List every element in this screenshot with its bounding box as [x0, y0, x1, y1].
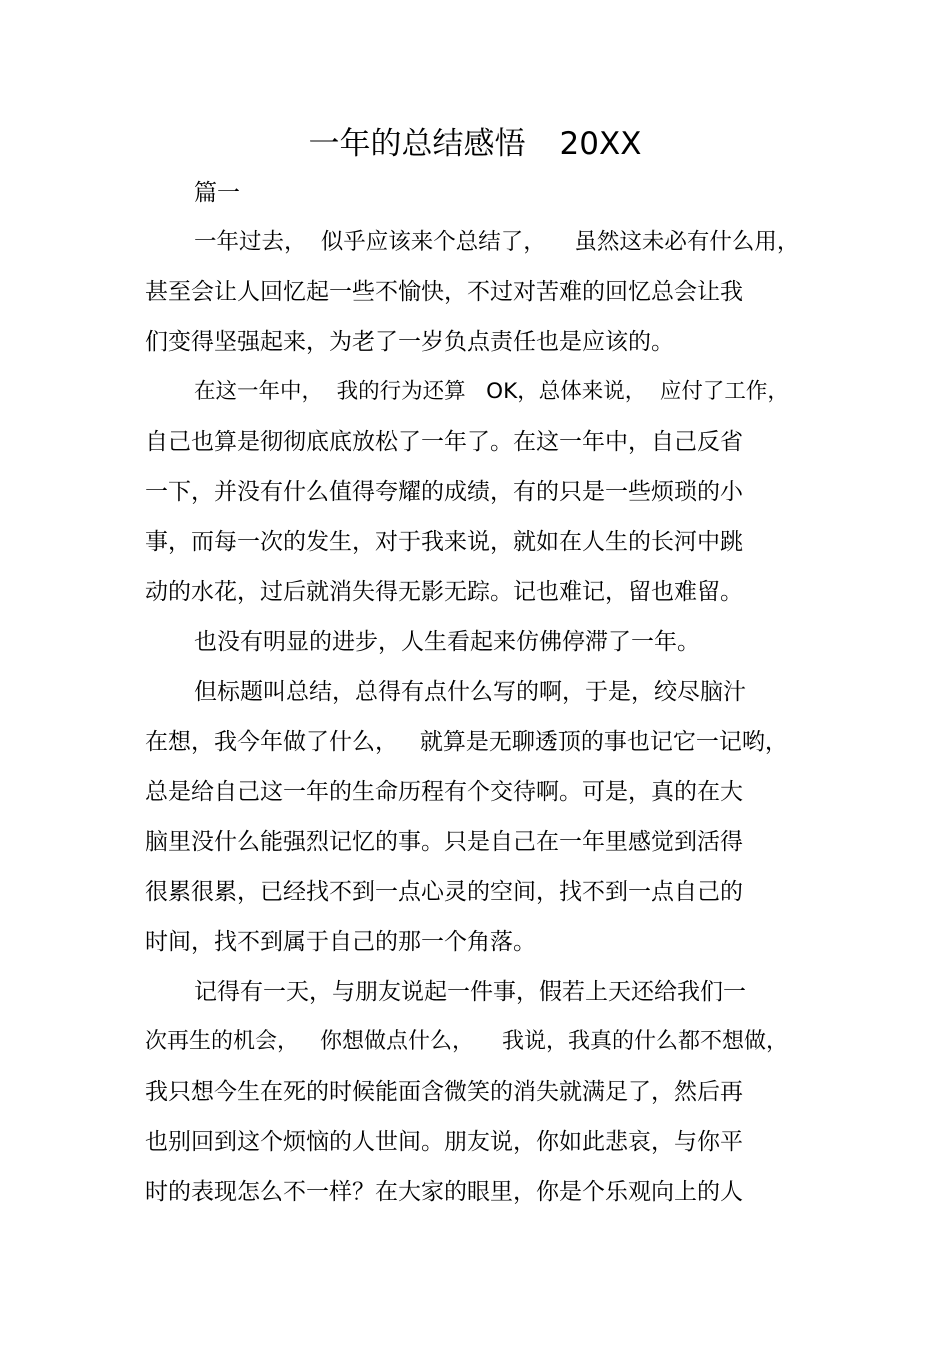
text-line: 时的表现怎么不一样？在大家的眼里，你是个乐观向上的人 [145, 1179, 743, 1205]
text-line: 甚至会让人回忆起一些不愉快，不过对苦难的回忆总会让我 [145, 279, 743, 305]
text-line: 们变得坚强起来，为老了一岁负点责任也是应该的。 [145, 329, 674, 355]
text-line: 我只想今生在死的时候能面含微笑的消失就满足了，然后再 [145, 1079, 743, 1105]
section-heading: 篇一 [194, 180, 240, 206]
text-line: 动的水花，过后就消失得无影无踪。记也难记，留也难留。 [145, 579, 743, 605]
text-line: 很累很累，已经找不到一点心灵的空间，找不到一点自己的 [145, 879, 743, 905]
text-line: 时间，找不到属于自己的那一个角落。 [145, 929, 536, 955]
document-title [0, 124, 950, 164]
title-main: 一年的总结感悟 [308, 126, 526, 162]
text-line: 次再生的机会， 你想做点什么， 我说，我真的什么都不想做， [145, 1029, 788, 1054]
text-line: 总是给自己这一年的生命历程有个交待啊。可是，真的在大 [145, 779, 743, 805]
text-line: 一下，并没有什么值得夸耀的成绩，有的只是一些烦琐的小 [145, 479, 743, 505]
text-line: 脑里没什么能强烈记忆的事。只是自己在一年里感觉到活得 [145, 829, 743, 855]
text-line: 也别回到这个烦恼的人世间。朋友说，你如此悲哀，与你平 [145, 1129, 743, 1155]
text-line: 事，而每一次的发生，对于我来说，就如在人生的长河中跳 [145, 529, 743, 555]
text-line: 记得有一天，与朋友说起一件事，假若上天还给我们一 [194, 979, 746, 1005]
text-line: 一年过去， 似乎应该来个总结了， 虽然这未必有什么用， [194, 229, 800, 255]
text-line: 自己也算是彻彻底底放松了一年了。在这一年中，自己反省 [145, 429, 743, 455]
text-line: 也没有明显的进步，人生看起来仿佛停滞了一年。 [194, 629, 700, 655]
text-line: 在想，我今年做了什么， 就算是无聊透顶的事也记它一记哟， [145, 729, 788, 755]
title-year: 20XX [559, 126, 642, 162]
text-line: 在这一年中， 我的行为还算 OK，总体来说， 应付了工作， [194, 379, 789, 404]
text-line: 但标题叫总结，总得有点什么写的啊，于是，绞尽脑汁 [194, 679, 746, 705]
